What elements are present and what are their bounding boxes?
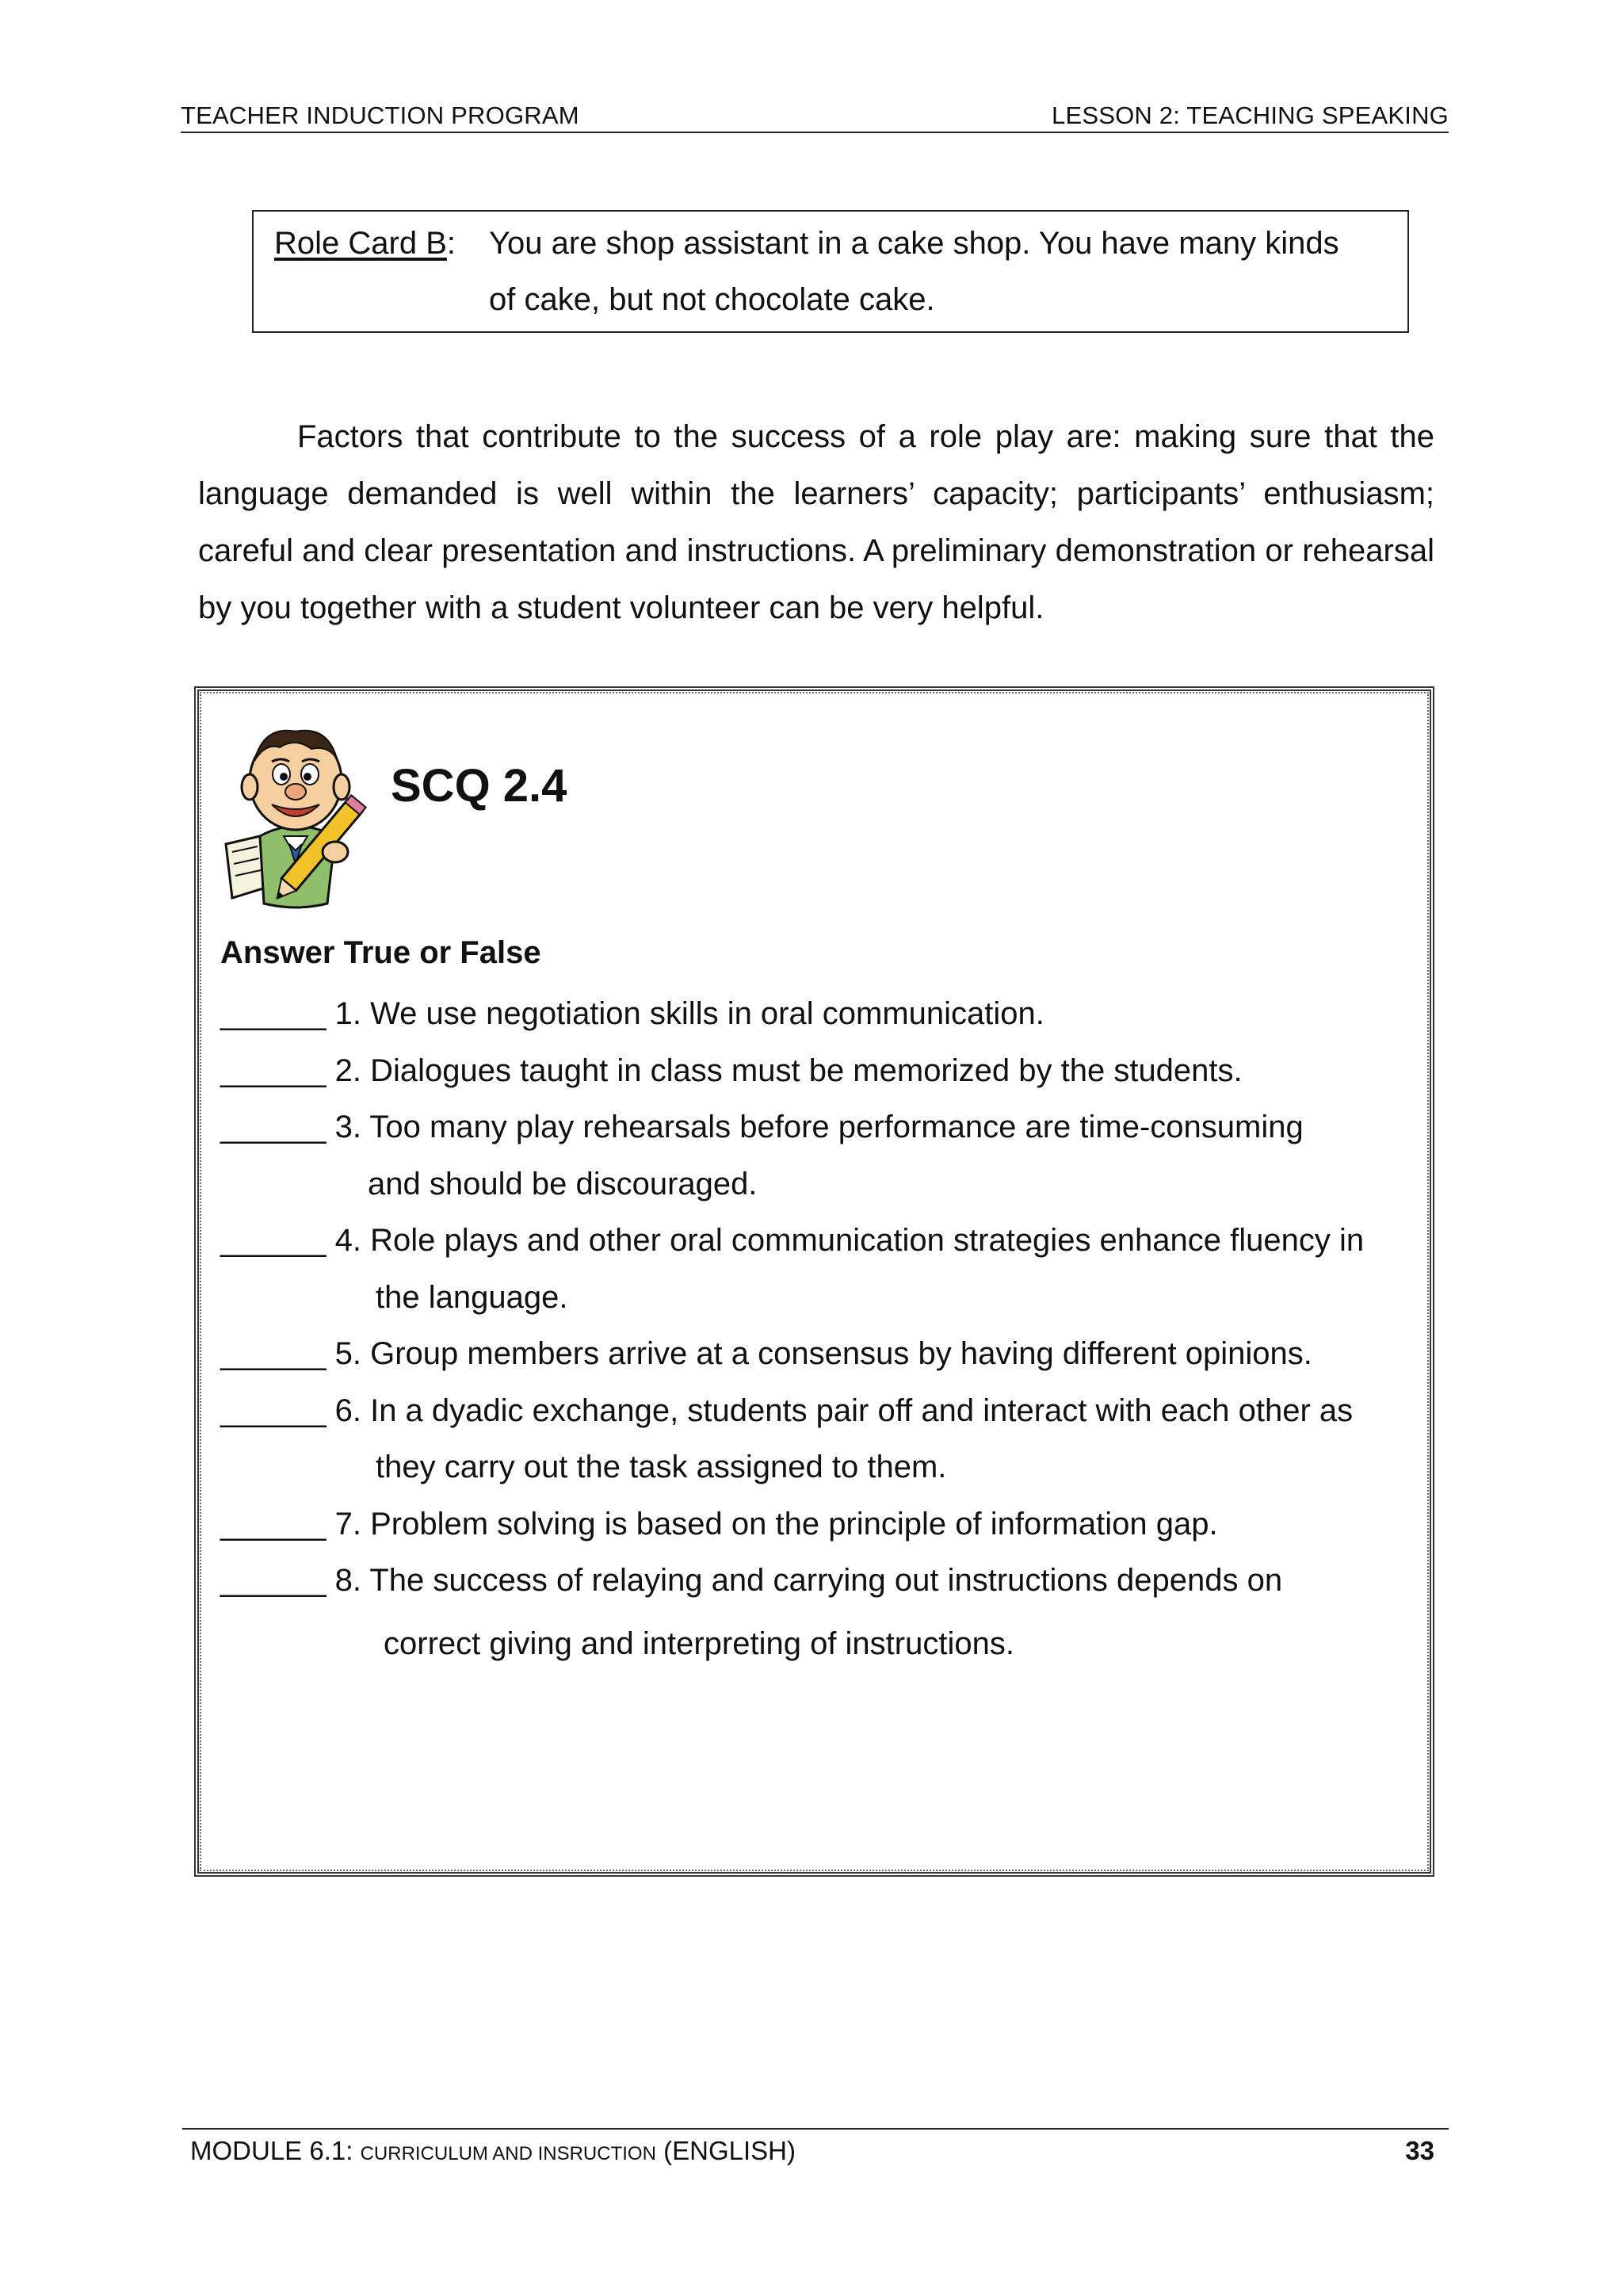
role-play-factors-paragraph: Factors that contribute to the success of a role play are: making sure that the language demanded is well within the learners’ capacity; participants’ enthusiasm; careful and clear presentation and instructions. A preliminary demonstration or rehearsal by you together with a student volunteer can be very helpful. [198, 419, 1434, 625]
question-text: 1. We use negotiation skills in oral communication. [334, 996, 1044, 1031]
answer-instruction-heading: Answer True or False [220, 935, 541, 970]
question-text: 7. Problem solving is based on the principle of information gap. [334, 1506, 1218, 1541]
role-card-box [252, 210, 1409, 333]
list-item [220, 1043, 1425, 1100]
answer-blank: ______ [220, 1052, 327, 1088]
question-continuation: the language. [376, 1279, 568, 1315]
question-continuation: correct giving and interpreting of instructions. [384, 1626, 1014, 1661]
scq-title: SCQ 2.4 [391, 760, 567, 812]
question-continuation: they carry out the task assigned to them. [376, 1450, 947, 1484]
list-item [220, 1213, 1425, 1326]
footer-module-title: MODULE 6.1: CURRICULUM AND INSRUCTION (ENGLISH) [190, 2136, 796, 2165]
answer-blank: ______ [220, 1563, 327, 1598]
list-item [220, 1326, 1425, 1383]
question-text: 8. The success of relaying and carrying out instructions depends on [334, 1563, 1283, 1598]
answer-blank: ______ [220, 1110, 327, 1144]
header-program-title: TEACHER INDUCTION PROGRAM [181, 101, 579, 129]
question-text: 3. Too many play rehearsals before performance are time-consuming [334, 1110, 1304, 1144]
cartoon-man-with-pencil-icon [216, 717, 375, 915]
role-card-text: You are shop assistant in a cake shop. You have many kinds of cake, but not chocolate cake. [489, 226, 1339, 317]
page-header [181, 94, 1449, 133]
answer-blank: ______ [220, 1336, 327, 1371]
answer-blank: ______ [220, 996, 327, 1031]
question-text: 5. Group members arrive at a consensus by having different opinions. [334, 1336, 1312, 1371]
question-continuation: and should be discouraged. [368, 1166, 758, 1201]
answer-blank: ______ [220, 1223, 327, 1258]
answer-blank: ______ [220, 1506, 327, 1541]
header-lesson-title: LESSON 2: TEACHING SPEAKING [1052, 101, 1449, 129]
answer-blank: ______ [220, 1392, 327, 1428]
list-item [220, 1383, 1425, 1496]
question-text: 6. In a dyadic exchange, students pair off and interact with each other as [334, 1392, 1354, 1428]
list-item [220, 1099, 1425, 1213]
question-text: 4. Role plays and other oral communication strategies enhance fluency in [334, 1223, 1365, 1258]
question-list [220, 986, 1425, 1672]
role-card-label: Role Card B: [274, 226, 456, 261]
list-item [220, 1496, 1425, 1553]
list-item [220, 986, 1425, 1043]
question-text: 2. Dialogues taught in class must be memorized by the students. [334, 1052, 1243, 1088]
page-footer [182, 2128, 1449, 2177]
list-item [220, 1553, 1425, 1672]
page-number: 33 [1405, 2136, 1434, 2165]
